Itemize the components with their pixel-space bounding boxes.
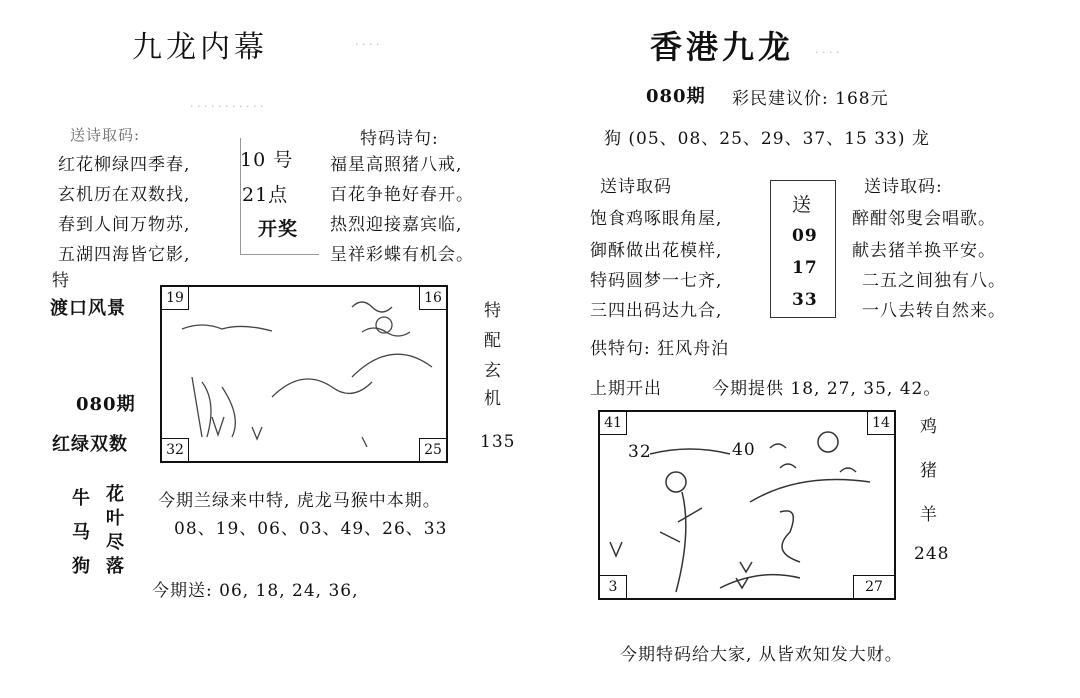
left-side-char-3: 玄: [484, 361, 502, 381]
left-side-char-1: 特: [484, 301, 502, 321]
left-tema-line-4: 呈祥彩蝶有机会。: [330, 245, 474, 265]
sketch-branch: [272, 379, 372, 397]
right-send-box-4: 33: [792, 290, 818, 310]
right-corner-br: 27: [853, 575, 895, 599]
left-faint-line: · · · · · · · · · · ·: [190, 100, 264, 113]
left-middle-line-3: 开奖: [258, 218, 299, 240]
left-corner-tr: 16: [419, 286, 447, 310]
right-dog-line: 狗 (05、08、25、29、37、15 33) 龙: [604, 129, 930, 149]
sketch-figure-3: [780, 511, 800, 562]
left-poem-line-1: 红花柳绿四季春,: [58, 155, 191, 175]
left-faint-subtitle: · · · ·: [355, 38, 380, 51]
left-side-char-2: 配: [484, 331, 502, 351]
left-send-line: 今期送: 06, 18, 24, 36,: [152, 581, 359, 601]
right-poem-right-2: 献去猪羊换平安。: [852, 241, 996, 261]
left-te-label: 特: [52, 271, 70, 291]
right-poem-heading-left: 送诗取码: [600, 177, 672, 197]
left-title: 九龙内幕: [132, 30, 268, 65]
right-send-box-1: 送: [792, 194, 813, 216]
left-corner-tl: 19: [161, 286, 189, 310]
sketch-wave-2: [362, 328, 410, 336]
right-poem-left-4: 三四出码达九合,: [590, 301, 723, 321]
sketch-hill: [352, 354, 432, 377]
sketch-arc: [650, 449, 730, 454]
sketch-grass: [610, 542, 800, 588]
left-statement: 今期兰绿来中特, 虎龙马猴中本期。: [158, 491, 441, 511]
right-corner-tl: 41: [599, 411, 627, 435]
left-flower-3: 尽: [106, 532, 125, 553]
sketch-ball: [666, 472, 686, 492]
sketch-tree: [660, 492, 702, 592]
right-poem-left-2: 御酥做出花模样,: [590, 241, 723, 261]
left-flower-4: 落: [106, 556, 125, 577]
left-numbers: 08、19、06、03、49、26、33: [174, 519, 448, 539]
right-side-number: 248: [914, 544, 950, 564]
right-special-sentence: 供特句: 狂风舟泊: [590, 339, 730, 359]
right-side-char-1: 鸡: [920, 417, 938, 437]
right-side-char-2: 猪: [920, 461, 938, 481]
left-zodiac-2: 马: [72, 522, 91, 543]
left-flower-2: 叶: [106, 508, 125, 529]
left-corner-br: 25: [419, 438, 447, 462]
right-last-issue: 上期开出: [590, 379, 662, 399]
right-corner-bl: 3: [599, 575, 627, 599]
right-side-char-3: 羊: [920, 505, 938, 525]
left-poem-line-3: 春到人间万物苏,: [58, 215, 191, 235]
right-issue: 080期: [646, 86, 706, 107]
sketch-figure: [192, 377, 235, 437]
left-zodiac-3: 狗: [72, 556, 91, 577]
right-poem-left-1: 饱食鸡啄眼角屋,: [590, 209, 723, 229]
right-poem-heading-right: 送诗取码:: [864, 177, 943, 197]
left-side-char-4: 机: [484, 389, 502, 409]
right-poem-right-1: 醉酣邻叟会唱歌。: [852, 209, 996, 229]
right-price-line: 彩民建议价: 168元: [732, 89, 889, 109]
right-picture-frame: [598, 410, 896, 600]
left-sketch: [162, 287, 446, 461]
sketch-cloud-line: [182, 325, 272, 331]
left-redgreen-label: 红绿双数: [52, 434, 128, 455]
right-poem-right-3: 二五之间独有八。: [862, 271, 1006, 291]
left-side-number: 135: [480, 432, 516, 452]
left-tema-line-2: 百花争艳好春开。: [330, 185, 474, 205]
right-footer: 今期特码给大家, 从皆欢知发大财。: [620, 645, 903, 665]
sketch-sun: [818, 432, 838, 452]
left-ferry-label: 渡口风景: [50, 298, 126, 319]
left-corner-bl: 32: [161, 438, 189, 462]
left-tema-line-3: 热烈迎接嘉宾临,: [330, 215, 463, 235]
sketch-wave-1: [352, 302, 392, 312]
right-title: 香港九龙: [650, 28, 795, 66]
left-issue-label: 080期: [76, 394, 136, 415]
left-picture-frame: [160, 285, 448, 463]
right-img-text-left: 32: [628, 442, 652, 462]
right-send-box-3: 17: [792, 258, 818, 278]
left-poem-line-2: 玄机历在双数找,: [58, 185, 191, 205]
left-tema-line-1: 福星高照猪八戒,: [330, 155, 463, 175]
right-img-text-right: 40: [732, 440, 756, 460]
left-zodiac-1: 牛: [72, 488, 91, 509]
right-provide-line: 今期提供 18, 27, 35, 42。: [712, 379, 942, 399]
left-poem-heading: 送诗取码:: [70, 126, 141, 144]
right-send-box-2: 09: [792, 226, 818, 246]
right-corner-tr: 14: [867, 411, 895, 435]
left-poem-line-4: 五湖四海皆它影,: [58, 245, 191, 265]
sketch-waves: [750, 444, 870, 502]
right-poem-right-4: 一八去转自然来。: [862, 301, 1006, 321]
left-flower-1: 花: [106, 484, 125, 505]
left-middle-line-1: 10 号: [240, 149, 294, 171]
left-tema-heading: 特码诗句:: [360, 129, 439, 149]
left-middle-line-2: 21点: [242, 184, 289, 206]
right-poem-left-3: 特码圆梦一七齐,: [590, 271, 723, 291]
right-faint-subtitle: · · · ·: [815, 46, 840, 59]
